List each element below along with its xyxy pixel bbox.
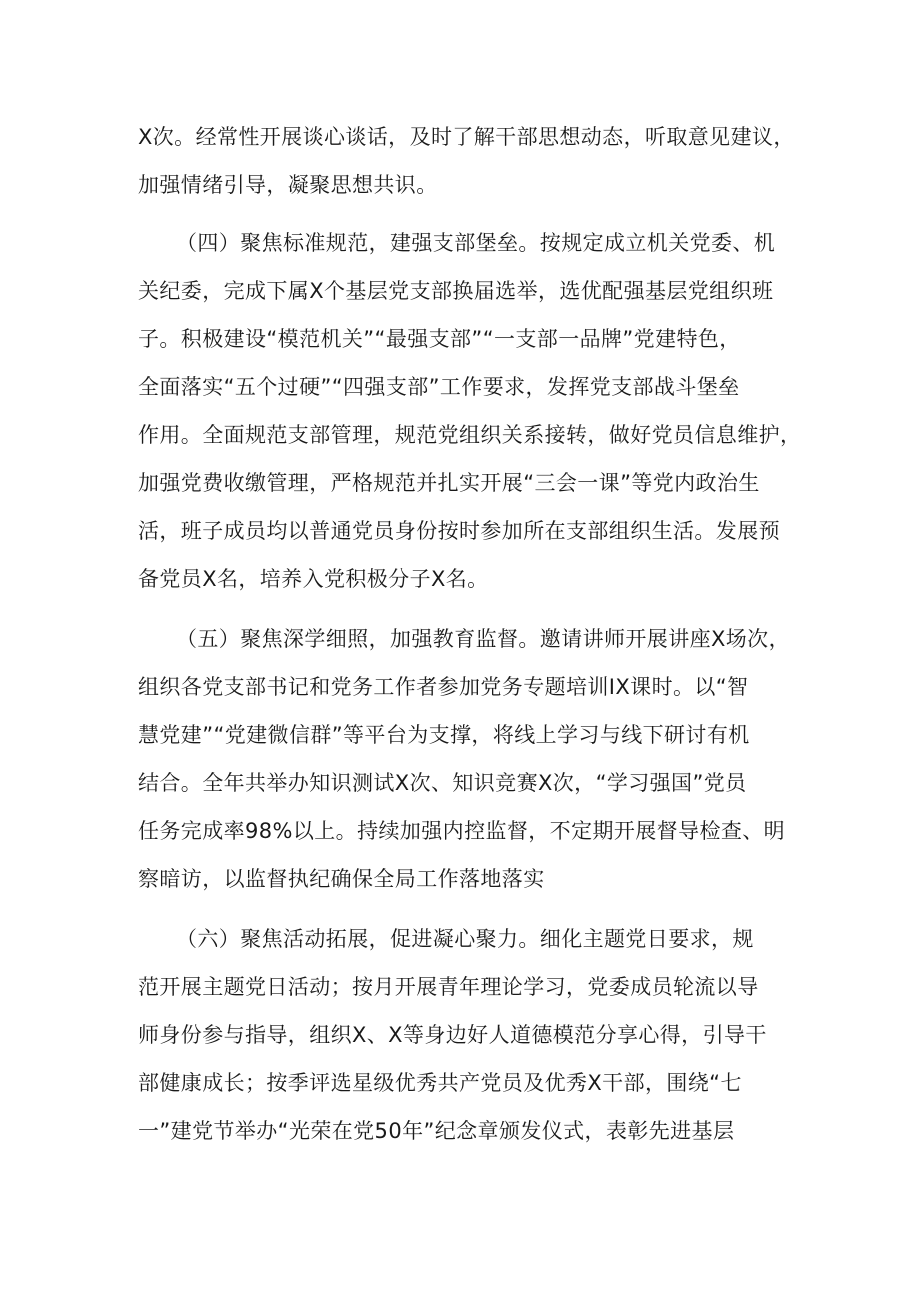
paragraph-line: 活，班子成员均以普通党员身份按时参加所在支部组织生活。发展预 — [138, 519, 780, 543]
paragraph-line: X次。经常性开展谈心谈话，及时了解干部思想动态，听取意见建议， — [138, 125, 795, 149]
paragraph-line: （六）聚焦活动拓展，促进凝心聚力。细化主题党日要求，规 — [176, 927, 754, 951]
paragraph-line: （五）聚焦深学细照，加强教育监督。邀请讲师开展讲座X场次， — [176, 627, 790, 651]
paragraph-line: 加强情绪引导，凝聚思想共识。 — [138, 173, 438, 197]
paragraph-line: 任务完成率98%以上。持续加强内控监督，不定期开展督导检查、明 — [138, 819, 786, 843]
paragraph-line: 子。积极建设“模范机关”“最强支部”“一支部一品牌”党建特色， — [138, 327, 741, 351]
paragraph-line: 备党员X名，培养入党积极分子X名。 — [138, 567, 489, 591]
paragraph-line: 全面落实“五个过硬”“四强支部”工作要求，发挥党支部战斗堡垒 — [138, 375, 740, 399]
paragraph-line: 加强党费收缴管理，严格规范并扎实开展“三会一课”等党内政治生 — [138, 471, 760, 495]
paragraph-line: 关纪委，完成下属X个基层党支部换届选举，选优配强基层党组织班 — [138, 279, 774, 303]
paragraph-line: 结合。全年共举办知识测试X次、知识竞赛X次，“学习强国”党员 — [138, 771, 747, 795]
paragraph-line: 组织各党支部书记和党务工作者参加党务专题培训IX课时。以“智 — [138, 675, 749, 699]
paragraph-line: 慧党建”“党建微信群”等平台为支撑，将线上学习与线下研讨有机 — [138, 723, 750, 747]
paragraph-line: 师身份参与指导，组织X、X等身边好人道德模范分享心得，引导干 — [138, 1023, 767, 1047]
paragraph-line: 范开展主题党日活动；按月开展青年理论学习，党委成员轮流以导 — [138, 975, 759, 999]
paragraph-line: 部健康成长；按季评选星级优秀共产党员及优秀X干部，围绕“七 — [138, 1071, 742, 1095]
paragraph-line: （四）聚焦标准规范，建强支部堡垒。按规定成立机关党委、机 — [176, 231, 776, 255]
paragraph-line: 察暗访，以监督执纪确保全局工作落地落实 — [138, 867, 545, 891]
paragraph-line: 作用。全面规范支部管理，规范党组织关系接转，做好党员信息维护， — [138, 423, 802, 447]
paragraph-line: 一”建党节举办“光荣在党50年”纪念章颁发仪式，表彰先进基层 — [138, 1119, 735, 1143]
